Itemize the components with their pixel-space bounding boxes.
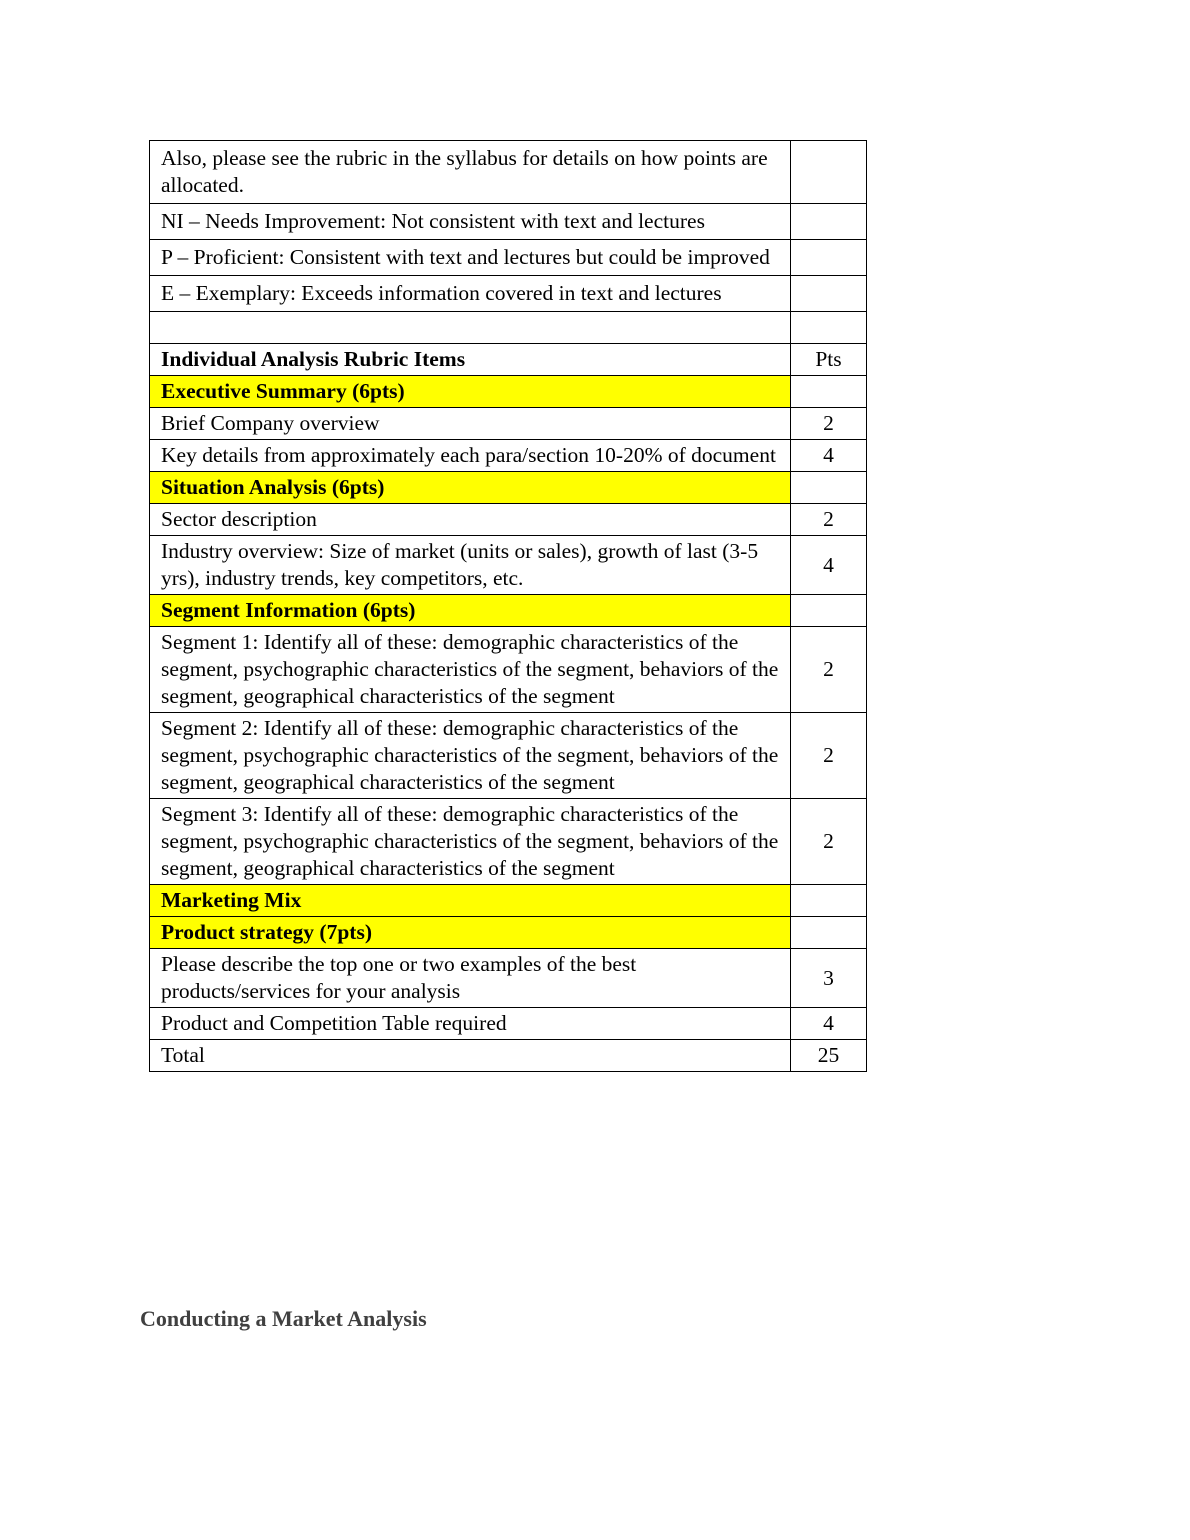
table-row: [150, 536, 867, 595]
rubric-item: Segment 3: Identify all of these: demographic characteristics of the segment, psychographic characteristics of the segment, behaviors of the segment, geographical characteristics of the segment: [150, 799, 791, 885]
section-title: Situation Analysis (6pts): [150, 472, 791, 504]
rubric-pts: 4: [791, 440, 867, 472]
rubric-item: Product and Competition Table required: [150, 1008, 791, 1040]
table-row: [150, 627, 867, 713]
table-row: [150, 504, 867, 536]
table-row: [150, 949, 867, 1008]
rubric-pts: 2: [791, 627, 867, 713]
section-row-segment-information: [150, 595, 867, 627]
rubric-pts: 3: [791, 949, 867, 1008]
header-pts: Pts: [791, 344, 867, 376]
intro-text: P – Proficient: Consistent with text and lectures but could be improved: [150, 240, 791, 276]
rubric-pts: 2: [791, 408, 867, 440]
section-title: Product strategy (7pts): [150, 917, 791, 949]
rubric-item: Sector description: [150, 504, 791, 536]
intro-row: [150, 240, 867, 276]
table-row: [150, 799, 867, 885]
section-pts: [791, 917, 867, 949]
table-row: [150, 1008, 867, 1040]
section-pts: [791, 376, 867, 408]
rubric-item: Please describe the top one or two examples of the best products/services for your analysis: [150, 949, 791, 1008]
section-title: Marketing Mix: [150, 885, 791, 917]
section-pts: [791, 595, 867, 627]
table-header-row: [150, 344, 867, 376]
table-row: [150, 713, 867, 799]
section-heading: Conducting a Market Analysis: [140, 1306, 427, 1331]
table-row: [150, 408, 867, 440]
rubric-item: Brief Company overview: [150, 408, 791, 440]
section-row-product-strategy: [150, 917, 867, 949]
section-title: Segment Information (6pts): [150, 595, 791, 627]
rubric-item: Segment 2: Identify all of these: demographic characteristics of the segment, psychographic characteristics of the segment, behaviors of the segment, geographical characteristics of the segment: [150, 713, 791, 799]
intro-text: Also, please see the rubric in the syllabus for details on how points are allocated.: [150, 141, 791, 204]
rubric-table: [149, 140, 867, 1072]
intro-row: [150, 276, 867, 312]
intro-row: [150, 204, 867, 240]
section-pts: [791, 885, 867, 917]
rubric-pts: 2: [791, 799, 867, 885]
intro-pts: [791, 204, 867, 240]
section-row-situation-analysis: [150, 472, 867, 504]
blank-row: [150, 312, 867, 344]
intro-row: [150, 141, 867, 204]
intro-text: E – Exemplary: Exceeds information covered in text and lectures: [150, 276, 791, 312]
blank-cell: [150, 312, 791, 344]
table-row: [150, 440, 867, 472]
rubric-item: Segment 1: Identify all of these: demographic characteristics of the segment, psychographic characteristics of the segment, behaviors of the segment, geographical characteristics of the segment: [150, 627, 791, 713]
intro-text: NI – Needs Improvement: Not consistent with text and lectures: [150, 204, 791, 240]
section-row-marketing-mix: [150, 885, 867, 917]
header-item: Individual Analysis Rubric Items: [150, 344, 791, 376]
total-row: [150, 1040, 867, 1072]
section-row-executive-summary: [150, 376, 867, 408]
rubric-pts: 2: [791, 713, 867, 799]
intro-pts: [791, 240, 867, 276]
rubric-item: Key details from approximately each para/section 10-20% of document: [150, 440, 791, 472]
blank-cell: [791, 312, 867, 344]
rubric-item: Industry overview: Size of market (units or sales), growth of last (3-5 yrs), industry trends, key competitors, etc.: [150, 536, 791, 595]
section-title: Executive Summary (6pts): [150, 376, 791, 408]
section-pts: [791, 472, 867, 504]
total-pts: 25: [791, 1040, 867, 1072]
total-label: Total: [150, 1040, 791, 1072]
rubric-pts: 4: [791, 536, 867, 595]
rubric-pts: 2: [791, 504, 867, 536]
rubric-pts: 4: [791, 1008, 867, 1040]
intro-pts: [791, 276, 867, 312]
intro-pts: [791, 141, 867, 204]
